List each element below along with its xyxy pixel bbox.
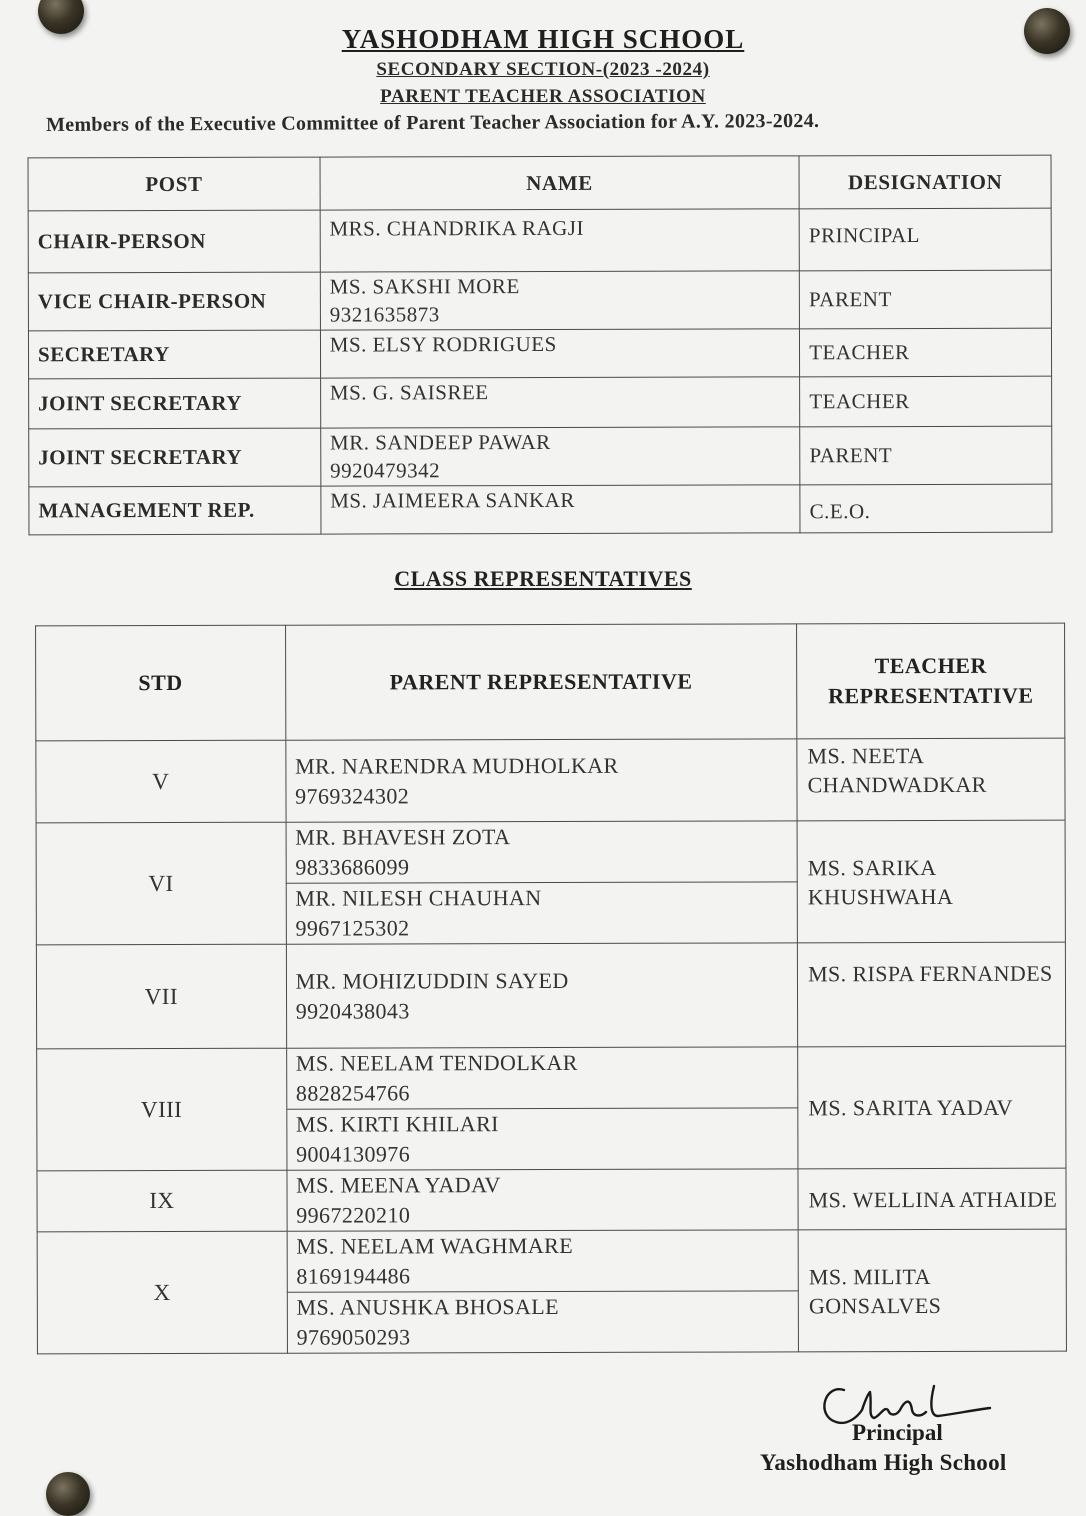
parent-name: MS. KIRTI KHILARI xyxy=(295,1111,499,1137)
table-row xyxy=(28,328,1051,379)
parent-cell xyxy=(286,821,798,883)
teacher-name: MS. SARITA YADAV xyxy=(808,1094,1013,1121)
name-cell xyxy=(320,377,800,428)
class-representatives-title: CLASS REPRESENTATIVES xyxy=(394,566,692,591)
column-header-designation: DESIGNATION xyxy=(799,155,1051,209)
association-line: PARENT TEACHER ASSOCIATION xyxy=(380,86,706,107)
table-row xyxy=(37,1168,1066,1232)
parent-name: MS. NEELAM WAGHMARE xyxy=(296,1232,574,1259)
school-name: YASHODHAM HIGH SCHOOL xyxy=(341,24,745,54)
table-header-row xyxy=(36,623,1065,741)
table-row xyxy=(29,484,1052,535)
teacher-cell xyxy=(798,1168,1066,1230)
section-line: SECONDARY SECTION-(2023 -2024) xyxy=(376,59,710,80)
designation-cell: PRINCIPAL xyxy=(799,208,1051,271)
column-header-parent-representative: PARENT REPRESENTATIVE xyxy=(285,624,797,740)
parent-cell xyxy=(286,1047,798,1109)
table-row xyxy=(36,820,1065,884)
post-cell: SECRETARY xyxy=(28,330,320,379)
table-row xyxy=(28,208,1051,273)
table-row xyxy=(36,738,1065,823)
designation-cell: TEACHER xyxy=(800,328,1052,377)
post-cell: CHAIR-PERSON xyxy=(28,210,320,273)
member-phone: 9321635873 xyxy=(329,302,440,327)
member-name: MS. ELSY RODRIGUES xyxy=(329,331,557,357)
name-cell xyxy=(321,485,800,534)
table-row xyxy=(37,1046,1066,1110)
teacher-cell xyxy=(798,1046,1066,1169)
teacher-name: MS. NEETA CHANDWADKAR xyxy=(807,743,987,798)
parent-cell xyxy=(287,1230,799,1292)
std-cell: VI xyxy=(36,822,286,945)
name-cell xyxy=(320,209,800,272)
designation-cell: C.E.O. xyxy=(800,484,1052,533)
name-cell xyxy=(320,329,799,378)
intro-text: Members of the Executive Committee of Parent Teacher Association for A.Y. 2023-2024. xyxy=(46,109,820,136)
parent-phone: 9833686099 xyxy=(295,854,410,880)
teacher-cell xyxy=(797,942,1065,1047)
member-name: MS. SAKSHI MORE xyxy=(329,274,520,299)
parent-phone: 8169194486 xyxy=(296,1263,411,1289)
pushpin-bottom-left xyxy=(46,1472,90,1516)
parent-phone: 9967125302 xyxy=(295,915,410,941)
member-name: MR. SANDEEP PAWAR xyxy=(330,429,551,455)
parent-cell xyxy=(286,943,798,1048)
designation-cell: PARENT xyxy=(800,426,1052,485)
parent-name: MR. NILESH CHAUHAN xyxy=(295,885,542,911)
teacher-cell xyxy=(797,738,1065,821)
parent-cell xyxy=(285,739,797,822)
class-representatives-table xyxy=(35,623,1067,1355)
table-row xyxy=(36,942,1065,1049)
teacher-name: MS. RISPA FERNANDES xyxy=(808,960,1053,987)
std-cell: VII xyxy=(36,944,286,1049)
member-name: MS. JAIMEERA SANKAR xyxy=(330,487,575,513)
post-cell: JOINT SECRETARY xyxy=(29,428,321,487)
column-header-post: POST xyxy=(28,157,320,211)
std-cell: IX xyxy=(37,1170,287,1232)
signature-title: Principal xyxy=(852,1420,943,1445)
parent-name: MS. NEELAM TENDOLKAR xyxy=(295,1049,578,1076)
table-row xyxy=(29,426,1052,487)
teacher-name: MS. MILITA GONSALVES xyxy=(808,1263,942,1318)
teacher-cell xyxy=(798,1229,1066,1352)
column-header-name: NAME xyxy=(320,156,800,210)
std-cell: V xyxy=(36,740,286,823)
std-cell: X xyxy=(37,1231,287,1354)
parent-name: MR. BHAVESH ZOTA xyxy=(295,824,511,850)
std-cell: VIII xyxy=(37,1048,287,1171)
parent-cell xyxy=(287,1169,799,1231)
column-header-std: STD xyxy=(36,625,286,741)
teacher-name: MS. WELLINA ATHAIDE xyxy=(808,1186,1058,1212)
parent-phone: 9769050293 xyxy=(296,1324,411,1350)
post-cell: MANAGEMENT REP. xyxy=(29,486,321,535)
designation-cell: PARENT xyxy=(799,270,1051,329)
post-cell: VICE CHAIR-PERSON xyxy=(28,272,320,331)
member-name: MS. G. SAISREE xyxy=(329,380,489,405)
parent-name: MR. NARENDRA MUDHOLKAR xyxy=(295,752,619,779)
parent-cell xyxy=(287,1291,799,1353)
parent-phone: 9967220210 xyxy=(296,1202,411,1228)
parent-name: MS. ANUSHKA BHOSALE xyxy=(296,1293,559,1320)
table-row xyxy=(28,270,1051,331)
name-cell xyxy=(320,271,800,330)
table-header-row xyxy=(28,155,1051,211)
signature-school: Yashodham High School xyxy=(760,1450,1007,1475)
document-header xyxy=(0,22,1086,110)
parent-phone: 9769324302 xyxy=(295,782,410,809)
member-phone: 9920479342 xyxy=(330,458,441,483)
table-row xyxy=(37,1229,1066,1293)
column-header-teacher-representative: TEACHER REPRESENTATIVE xyxy=(797,623,1065,739)
parent-phone: 8828254766 xyxy=(295,1080,410,1106)
teacher-name: MS. SARIKA KHUSHWAHA xyxy=(807,854,954,909)
parent-name: MR. MOHIZUDDIN SAYED xyxy=(295,967,569,994)
member-name: MRS. CHANDRIKA RAGJI xyxy=(329,215,584,241)
designation-cell: TEACHER xyxy=(800,376,1052,427)
parent-phone: 9004130976 xyxy=(296,1141,411,1167)
post-cell: JOINT SECRETARY xyxy=(29,378,321,429)
parent-name: MS. MEENA YADAV xyxy=(296,1172,501,1198)
teacher-cell xyxy=(797,820,1065,943)
executive-committee-table xyxy=(28,155,1053,536)
parent-cell xyxy=(286,882,798,944)
parent-cell xyxy=(286,1108,798,1170)
table-row xyxy=(29,376,1052,429)
parent-phone: 9920438043 xyxy=(295,997,410,1024)
name-cell xyxy=(320,427,800,486)
